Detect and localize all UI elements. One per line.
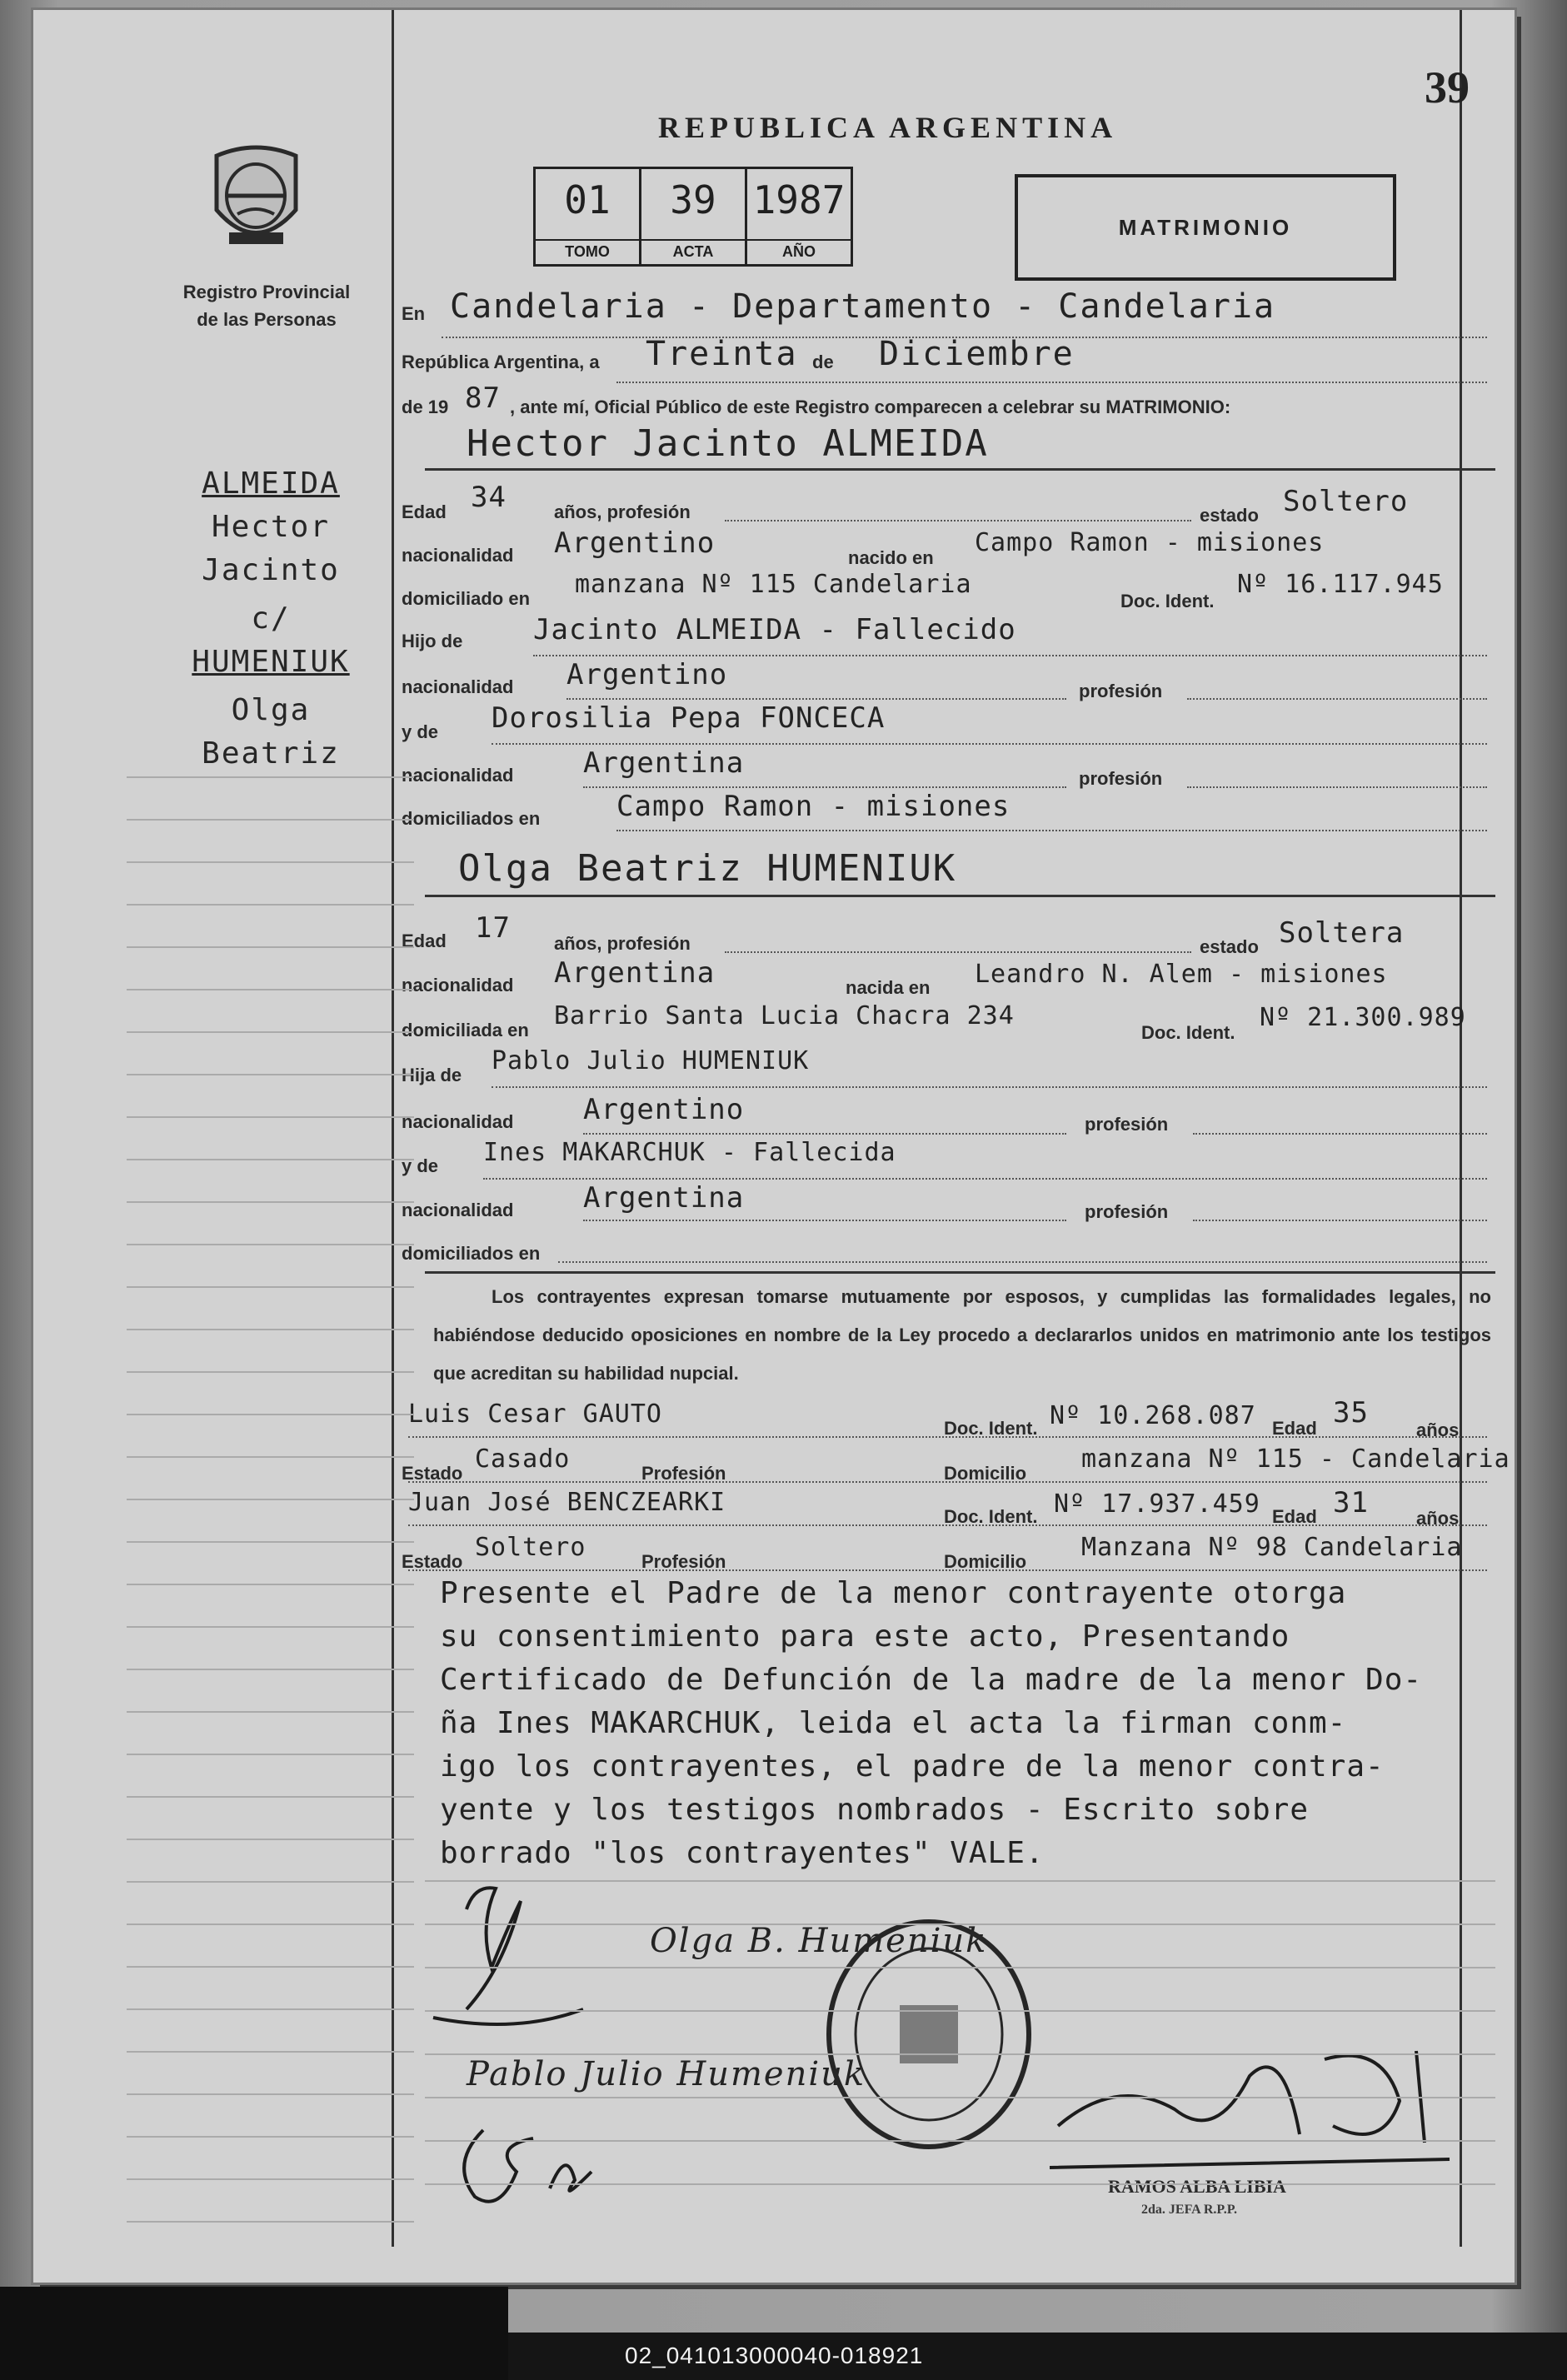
- margin-rule: [127, 1371, 414, 1373]
- month-value: Diciembre: [879, 335, 1075, 373]
- groom-madre-prof-label: profesión: [1079, 768, 1163, 789]
- registry-name: [142, 278, 392, 333]
- witness-2-name: Juan José BENCZEARKI: [408, 1488, 726, 1517]
- line: [616, 830, 1487, 831]
- margin-rule: [127, 1456, 414, 1458]
- witness-1-profesion-label: Profesión: [641, 1463, 726, 1484]
- witness-1-anos-label: años: [1416, 1420, 1460, 1440]
- witness-2-domicilio-label: Domicilio: [944, 1551, 1027, 1572]
- groom-madre: Dorosilia Pepa FONCECA: [492, 701, 886, 735]
- margin-note-line: ALMEIDA: [202, 467, 340, 501]
- margin-note-line: HUMENIUK: [192, 645, 350, 679]
- margin-rule: [127, 904, 414, 906]
- section-rule: [425, 895, 1495, 897]
- margin-rule: [127, 1414, 414, 1415]
- line: [558, 1261, 1487, 1263]
- line: [408, 1524, 1487, 1526]
- register-page: [33, 10, 1515, 2283]
- margin-rule: [127, 1244, 414, 1245]
- tomo-value: 01: [564, 177, 611, 222]
- witness-2-anos-label: años: [1416, 1508, 1460, 1529]
- bride-doc: Nº 21.300.989: [1260, 1003, 1466, 1032]
- witness-1-domicilio-label: Domicilio: [944, 1463, 1027, 1484]
- bride-madre-nac: Argentina: [583, 1181, 745, 1215]
- groom-profesion-label: años, profesión: [554, 501, 691, 522]
- margin-rule: [127, 2136, 414, 2138]
- groom-padres-dom: Campo Ramon - misiones: [616, 790, 1011, 823]
- margin-rule: [127, 1669, 414, 1670]
- groom-doc: Nº 16.117.945: [1237, 570, 1444, 599]
- margin-rule: [127, 861, 414, 863]
- groom-dom-label: domiciliado en: [402, 588, 531, 609]
- witness-1-estado: Casado: [475, 1444, 571, 1474]
- line: [1187, 786, 1487, 788]
- line: [1193, 1133, 1487, 1135]
- groom-nacido-label: nacido en: [848, 547, 934, 568]
- witness-2-edad-label: Edad: [1272, 1506, 1317, 1527]
- margin-rule: [127, 946, 414, 948]
- margin-rule: [127, 1159, 414, 1160]
- margin-note-line: Hector: [211, 510, 331, 544]
- right-border: [1460, 10, 1462, 2247]
- groom-padre-prof-label: profesión: [1079, 681, 1163, 701]
- margin-rule: [127, 2093, 414, 2095]
- section-rule: [425, 1271, 1495, 1274]
- place-value: Candelaria - Departamento - Candelaria: [450, 287, 1276, 326]
- acta-cell: [641, 169, 747, 264]
- groom-domicilio: manzana Nº 115 Candelaria: [575, 570, 972, 599]
- margin-rule: [127, 1584, 414, 1585]
- registry-seal-icon: [204, 139, 308, 256]
- line: [408, 1436, 1487, 1438]
- margin-rule: [127, 1881, 414, 1883]
- year-value: 87: [465, 382, 501, 415]
- margin-rule: [127, 1201, 414, 1203]
- observation-rule: [425, 1880, 1495, 1882]
- line: [492, 1086, 1487, 1088]
- witness-2-doc: Nº 17.937.459: [1054, 1489, 1260, 1519]
- groom-signature-icon: [417, 1876, 633, 2051]
- groom-nacido: Campo Ramon - misiones: [975, 528, 1325, 557]
- line: [725, 951, 1191, 953]
- groom-padre-label: Hijo de: [402, 631, 463, 651]
- margin-rule: [127, 2221, 414, 2223]
- margin-rule: [127, 1711, 414, 1713]
- bride-madre: Ines MAKARCHUK - Fallecida: [483, 1138, 896, 1167]
- act-type-box: MATRIMONIO: [1015, 174, 1396, 281]
- bride-nacida-label: nacida en: [846, 977, 931, 998]
- ano-value: 1987: [752, 177, 846, 222]
- margin-rule: [127, 1074, 414, 1075]
- bride-madre-nac-label: nacionalidad: [402, 1200, 514, 1220]
- margin-rule: [127, 2008, 414, 2010]
- bride-edad-label: Edad: [402, 931, 447, 951]
- witness-2-edad: 31: [1333, 1486, 1369, 1519]
- line: [533, 655, 1487, 656]
- witness-1-doc-label: Doc. Ident.: [944, 1418, 1038, 1439]
- groom-padre: Jacinto ALMEIDA - Fallecido: [533, 613, 1016, 646]
- line: [408, 1569, 1487, 1571]
- line: [408, 1481, 1487, 1483]
- official-title: 2da. JEFA R.P.P.: [1141, 2203, 1237, 2217]
- witness-1-edad-label: Edad: [1272, 1418, 1317, 1439]
- year-label-rest: , ante mí, Oficial Público de este Registro comparecen a celebrar su MATRIMONIO:: [510, 397, 1231, 417]
- observation-line: borrado "los contrayentes" VALE.: [440, 1836, 1045, 1870]
- bride-name: Olga Beatriz HUMENIUK: [458, 847, 957, 890]
- witness-2-estado: Soltero: [475, 1533, 586, 1562]
- observation-line: yente y los testigos nombrados - Escrito sobre: [440, 1793, 1309, 1827]
- acta-label: ACTA: [641, 239, 745, 261]
- margin-note-line: Beatriz: [202, 736, 340, 771]
- groom-madre-nac-label: nacionalidad: [402, 765, 514, 786]
- line: [566, 698, 1066, 700]
- bride-padre-nac: Argentino: [583, 1093, 745, 1126]
- line: [725, 520, 1191, 521]
- margin-rule: [127, 819, 414, 821]
- tomo-label: TOMO: [536, 239, 639, 261]
- line: [583, 1220, 1066, 1221]
- acta-box: [533, 167, 853, 267]
- line: [616, 382, 1487, 383]
- acta-value: 39: [670, 177, 716, 222]
- bride-signature: Olga B. Humeniuk: [650, 1922, 988, 1960]
- line: [583, 1133, 1066, 1135]
- witness-1-estado-label: Estado: [402, 1463, 463, 1484]
- witness-1-edad: 35: [1333, 1396, 1369, 1429]
- line: [1193, 1220, 1487, 1221]
- observation-rule: [425, 1923, 1495, 1925]
- bride-edad: 17: [475, 911, 511, 945]
- margin-rule: [127, 1116, 414, 1118]
- observation-rule: [425, 2053, 1495, 2055]
- margin-rule: [127, 2178, 414, 2180]
- margin-note-line: Jacinto: [202, 553, 340, 587]
- bride-padre: Pablo Julio HUMENIUK: [492, 1046, 810, 1075]
- bride-padre-nac-label: nacionalidad: [402, 1111, 514, 1132]
- observation-rule: [425, 2183, 1495, 2185]
- groom-doc-label: Doc. Ident.: [1120, 591, 1215, 611]
- margin-rule: [127, 1031, 414, 1033]
- day-value: Treinta: [646, 335, 798, 373]
- observation-rule: [425, 1967, 1495, 1968]
- observation-rule: [425, 2010, 1495, 2012]
- groom-madre-nac: Argentina: [583, 746, 745, 780]
- official-signature-icon: [1033, 2026, 1466, 2193]
- en-label: En: [402, 303, 426, 324]
- groom-edad: 34: [471, 481, 507, 514]
- de-label: de: [812, 352, 834, 372]
- witness-1-doc: Nº 10.268.087: [1050, 1401, 1256, 1430]
- margin-rule: [127, 989, 414, 990]
- margin-rule: [127, 1286, 414, 1288]
- groom-nacionalidad: Argentino: [554, 526, 716, 560]
- tomo-cell: [536, 169, 641, 264]
- observation-line: igo los contrayentes, el padre de la menor contra-: [440, 1749, 1385, 1784]
- observation-line: Certificado de Defunción de la madre de la menor Do-: [440, 1663, 1423, 1697]
- bride-padres-dom-label: domiciliados en: [402, 1243, 541, 1264]
- registry-name-line2: de las Personas: [197, 309, 337, 330]
- observation-line: su consentimiento para este acto, Presentando: [440, 1619, 1290, 1654]
- margin-rule: [127, 1329, 414, 1330]
- father-signature: Pablo Julio Humeniuk: [467, 2055, 866, 2093]
- scanner-edge: [0, 2287, 508, 2380]
- groom-padres-dom-label: domiciliados en: [402, 808, 541, 829]
- margin-note-line: c/: [251, 601, 291, 636]
- witness-2-estado-label: Estado: [402, 1551, 463, 1572]
- witness-2-doc-label: Doc. Ident.: [944, 1506, 1038, 1527]
- bride-madre-prof-label: profesión: [1085, 1201, 1169, 1222]
- groom-nac-label: nacionalidad: [402, 545, 514, 566]
- bride-nacionalidad: Argentina: [554, 956, 716, 990]
- bride-doc-label: Doc. Ident.: [1141, 1022, 1235, 1043]
- witness-2-domicilio: Manzana Nº 98 Candelaria: [1081, 1533, 1463, 1562]
- bride-nacida: Leandro N. Alem - misiones: [975, 960, 1388, 989]
- ano-cell: [747, 169, 851, 264]
- witness-1-domicilio: manzana Nº 115 - Candelaria: [1081, 1444, 1510, 1474]
- margin-rule: [127, 2051, 414, 2053]
- witness-signature-icon: [442, 2113, 608, 2222]
- observation-rule: [425, 2097, 1495, 2098]
- line: [1187, 698, 1487, 700]
- groom-padre-nac: Argentino: [566, 658, 728, 691]
- witness-1-name: Luis Cesar GAUTO: [408, 1400, 662, 1429]
- registry-name-line1: Registro Provincial: [182, 282, 351, 302]
- margin-rule: [127, 1966, 414, 1968]
- witness-2-profesion-label: Profesión: [641, 1551, 726, 1572]
- margin-rule: [127, 1499, 414, 1500]
- country-heading: REPUBLICA ARGENTINA: [658, 111, 1118, 144]
- official-name: RAMOS ALBA LIBIA: [1108, 2176, 1286, 2197]
- bride-madre-label: y de: [402, 1155, 439, 1176]
- bride-domicilio: Barrio Santa Lucia Chacra 234: [554, 1001, 1015, 1030]
- statement-text: Los contrayentes expresan tomarse mutuamente por esposos, y cumplidas las formalidades legales, no habiéndose deducido oposiciones en nombre de la Ley procedo a declararlos unidos en matrimonio ante los testigos que acreditan su habilidad nupcial.: [433, 1286, 1491, 1384]
- groom-name: Hector Jacinto ALMEIDA: [467, 422, 989, 465]
- margin-rule: [127, 1754, 414, 1755]
- margin-rule: [127, 1923, 414, 1925]
- bride-dom-label: domiciliada en: [402, 1020, 529, 1040]
- observation-rule: [425, 2140, 1495, 2142]
- official-seal-stamp-icon: [816, 1913, 1041, 2155]
- margin-rule: [127, 1626, 414, 1628]
- groom-edad-label: Edad: [402, 501, 447, 522]
- bride-estado: Soltera: [1279, 916, 1405, 950]
- year-label-prefix: de 19: [402, 397, 449, 417]
- groom-estado-label: estado: [1200, 505, 1259, 526]
- bride-padre-prof-label: profesión: [1085, 1114, 1169, 1135]
- margin-rule: [127, 1796, 414, 1798]
- groom-madre-label: y de: [402, 721, 439, 742]
- line: [583, 786, 1066, 788]
- observation-line: Presente el Padre de la menor contrayente otorga: [440, 1576, 1347, 1610]
- line: [483, 1178, 1487, 1180]
- file-id: 02_041013000040-018921: [625, 2343, 924, 2368]
- margin-note-line: Olga: [231, 693, 311, 727]
- section-rule: [425, 468, 1495, 471]
- page-number: 39: [1425, 62, 1470, 112]
- bride-profesion-label: años, profesión: [554, 933, 691, 954]
- bride-nac-label: nacionalidad: [402, 975, 514, 995]
- bride-estado-label: estado: [1200, 936, 1259, 957]
- margin-rule: [127, 1839, 414, 1840]
- margin-rule: [127, 1541, 414, 1543]
- groom-estado: Soltero: [1283, 485, 1409, 518]
- margin-rule: [127, 776, 414, 778]
- observation-line: ña Ines MAKARCHUK, leida el acta la firman conm-: [440, 1706, 1347, 1740]
- republica-label: República Argentina, a: [402, 352, 600, 372]
- margin-divider: [392, 10, 394, 2247]
- ano-label: AÑO: [747, 239, 851, 261]
- groom-padre-nac-label: nacionalidad: [402, 676, 514, 697]
- line: [492, 743, 1487, 745]
- bride-padre-label: Hija de: [402, 1065, 462, 1085]
